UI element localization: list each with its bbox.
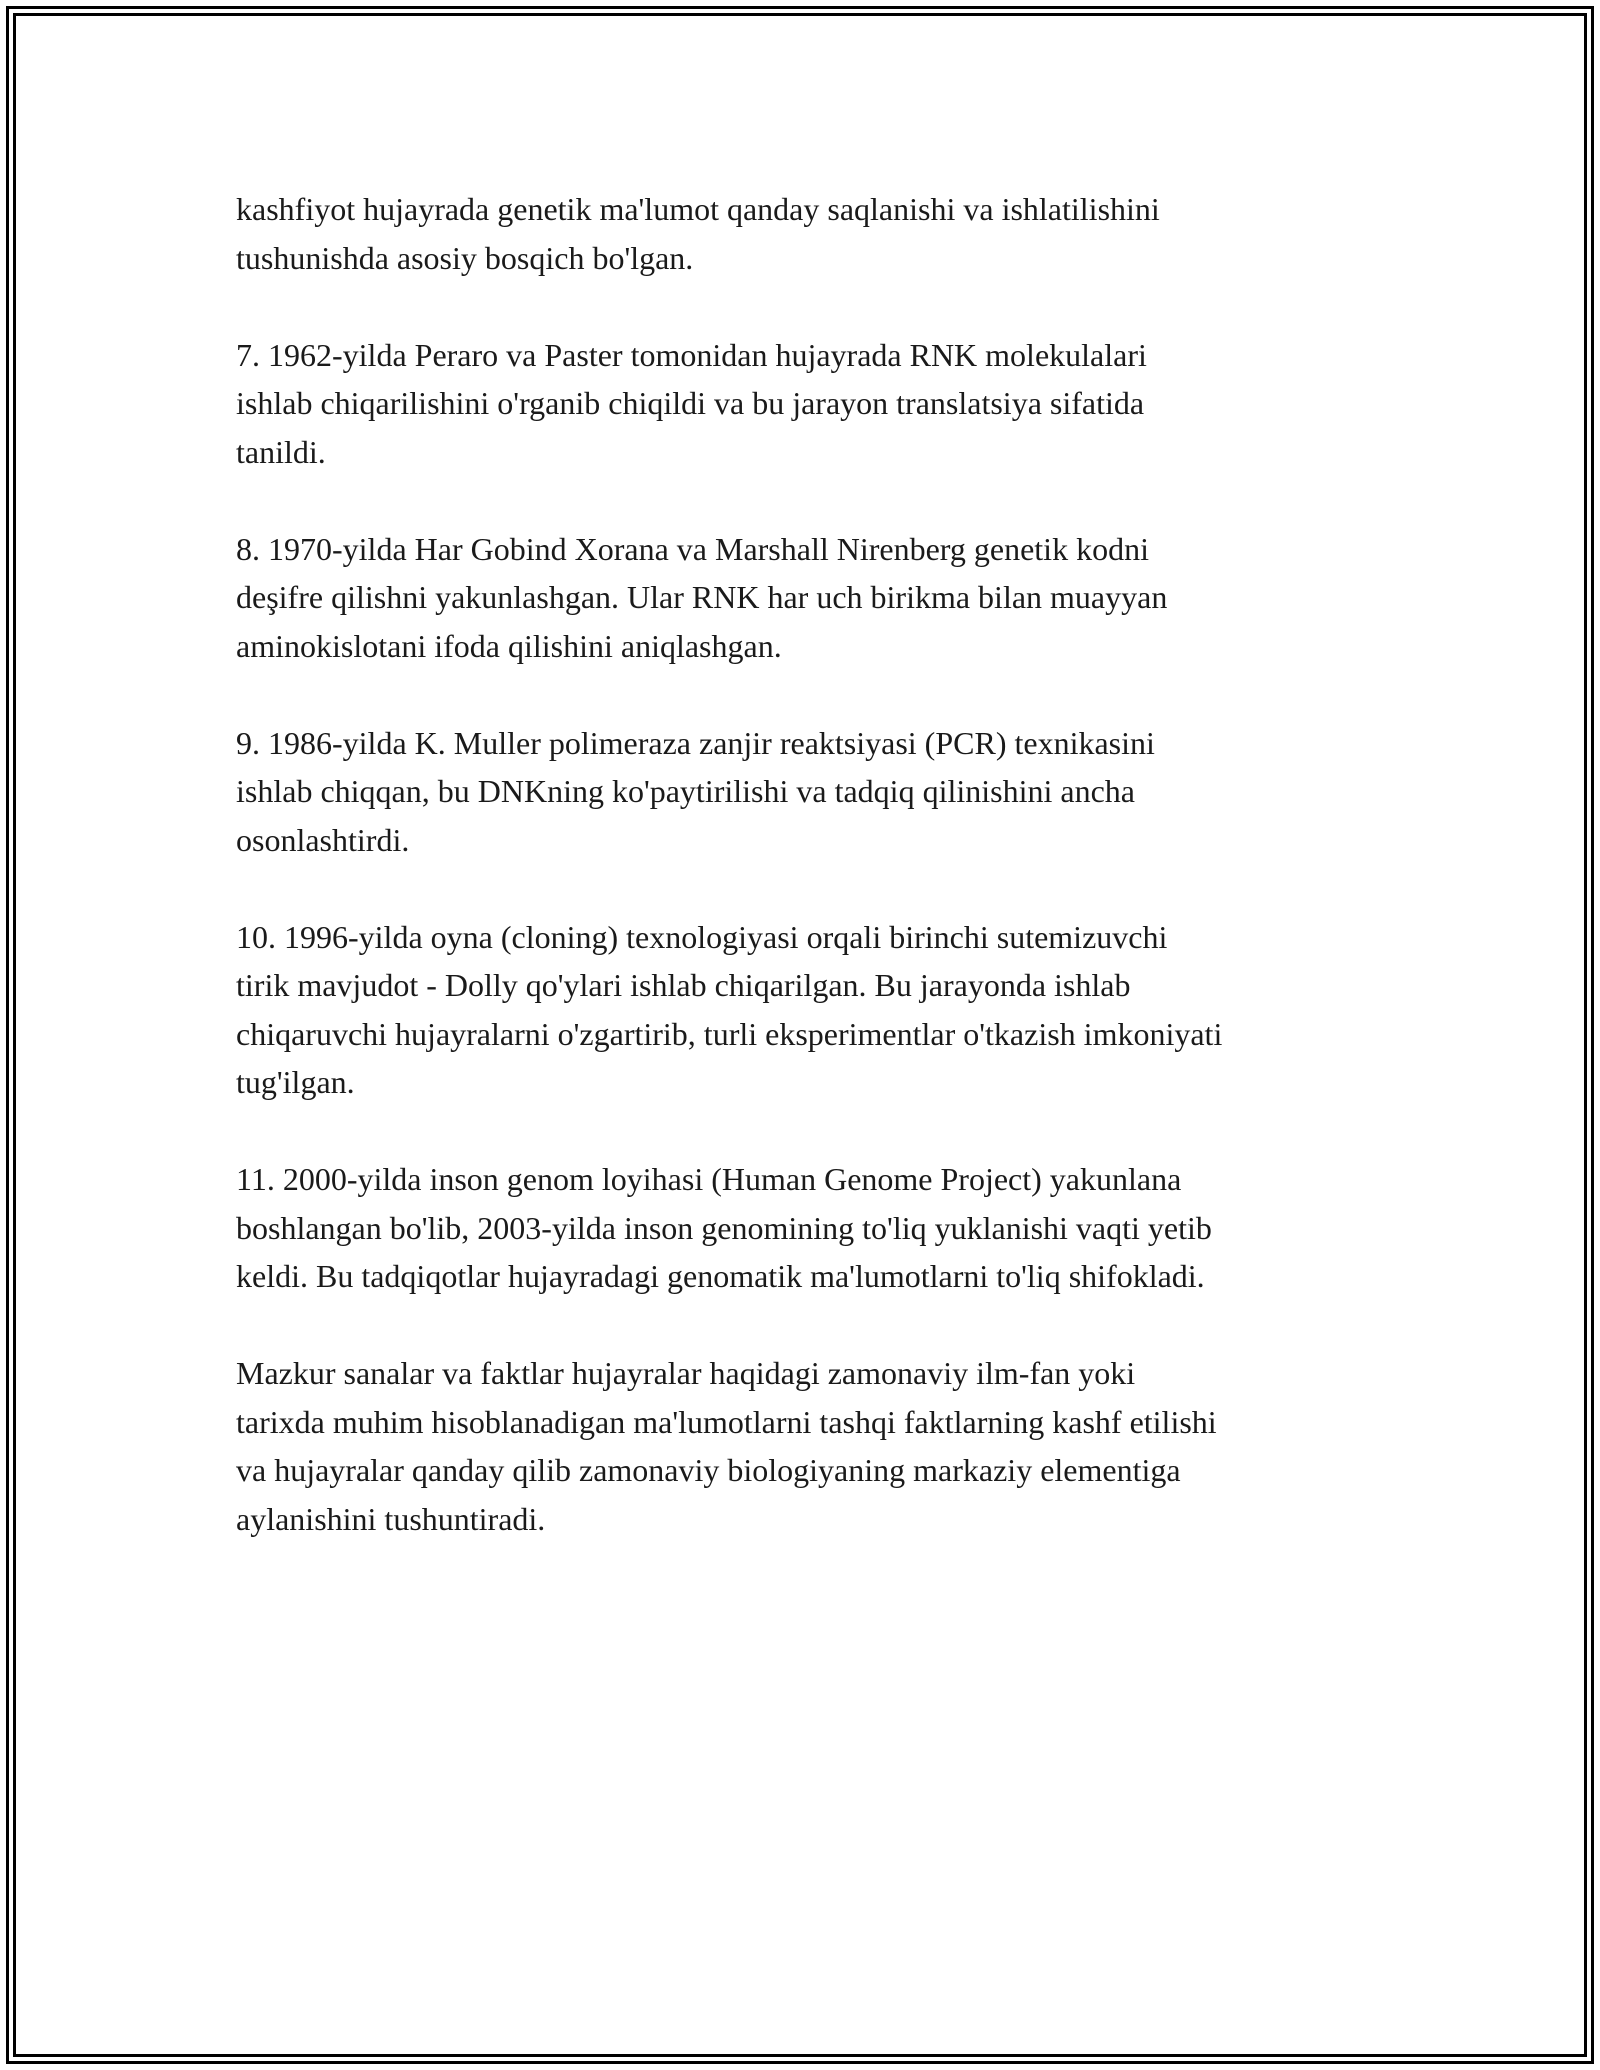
document-body bbox=[236, 185, 1386, 1592]
paragraph-item-7: 7. 1962-yilda Peraro va Paster tomonidan hujayrada RNK molekulalari ishlab chiqarilishini o'rganib chiqildi va bu jarayon translatsiya sifatida tanildi. bbox=[236, 336, 1147, 470]
paragraph-conclusion: Mazkur sanalar va faktlar hujayralar haqidagi zamonaviy ilm-fan yoki tarixda muhim hisoblanadigan ma'lumotlarni tashqi faktlarning kashf etilishi va hujayralar qanday qilib zamonaviy biologiyaning markaziy elementiga aylanishini tushuntiradi. bbox=[236, 1355, 1217, 1537]
paragraph-item-11: 11. 2000-yilda inson genom loyihasi (Human Genome Project) yakunlana boshlangan bo'lib, 2003-yilda inson genomining to'liq yuklanishi vaqti yetib keldi. Bu tadqiqotlar hujayradagi genomatik ma'lumotlarni to'liq shifokladi. bbox=[236, 1161, 1212, 1294]
paragraph-continuation: kashfiyot hujayrada genetik ma'lumot qanday saqlanishi va ishlatilishini tushunishda asosiy bosqich bo'lgan. bbox=[236, 191, 1160, 276]
paragraph-item-8: 8. 1970-yilda Har Gobind Xorana va Marshall Nirenberg genetik kodni deşifre qilishni yakunlashgan. Ular RNK har uch birikma bilan muayyan aminokislotani ifoda qilishini aniqlashgan. bbox=[236, 530, 1168, 664]
paragraph-item-10: 10. 1996-yilda oyna (cloning) texnologiyasi orqali birinchi sutemizuvchi tirik mavjudot - Dolly qo'ylari ishlab chiqarilgan. Bu jarayonda ishlab chiqaruvchi hujayralarni o'zgartirib, turli eksperimentlar o'tkazish imkoniyati tug'ilgan. bbox=[236, 918, 1223, 1100]
paragraph-item-9: 9. 1986-yilda K. Muller polimeraza zanjir reaktsiyasi (PCR) texnikasini ishlab chiqqan, bu DNKning ko'paytirilishi va tadqiq qilinishini ancha osonlashtirdi. bbox=[236, 724, 1155, 858]
